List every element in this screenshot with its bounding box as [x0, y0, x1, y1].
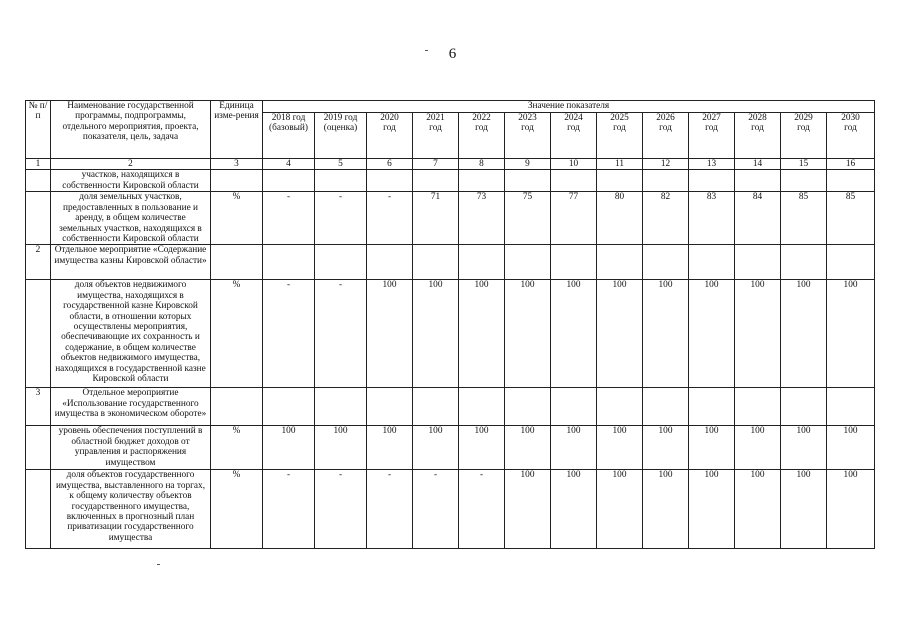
row-number	[26, 192, 51, 245]
row-unit: %	[211, 470, 263, 549]
header-year-line: (базовый)	[269, 123, 308, 134]
header-year	[551, 113, 597, 159]
row-value: 100	[781, 280, 827, 388]
row-value: -	[367, 192, 413, 245]
row-value: 100	[689, 470, 735, 549]
row-unit: %	[211, 192, 263, 245]
header-year	[689, 113, 735, 159]
header-year	[597, 113, 643, 159]
row-value: -	[315, 192, 367, 245]
header-year-line: год	[705, 123, 718, 134]
row-value	[459, 245, 505, 280]
scan-speck	[425, 50, 428, 51]
row-value: 100	[551, 280, 597, 388]
row-name: уровень обеспечения поступлений в областной бюджет доходов от управления и распоряжения имуществом	[51, 426, 211, 470]
header-year	[735, 113, 781, 159]
row-value	[413, 388, 459, 426]
row-value: 100	[459, 426, 505, 470]
row-value: 100	[505, 280, 551, 388]
row-value	[263, 245, 315, 280]
row-value: 100	[597, 426, 643, 470]
table-row	[26, 192, 875, 245]
header-year-line: 2018 год	[271, 113, 306, 123]
header-year	[643, 113, 689, 159]
column-number: 8	[459, 159, 505, 170]
row-value: -	[263, 470, 315, 549]
column-number: 5	[315, 159, 367, 170]
header-year	[827, 113, 875, 159]
row-value	[413, 170, 459, 192]
column-number: 3	[211, 159, 263, 170]
header-year-line: год	[844, 123, 857, 134]
row-value: 100	[781, 426, 827, 470]
row-value: 75	[505, 192, 551, 245]
page-number: 6	[448, 46, 457, 62]
row-value	[827, 388, 875, 426]
column-number: 1	[26, 159, 51, 170]
row-unit	[211, 388, 263, 426]
column-number: 16	[827, 159, 875, 170]
row-value	[643, 388, 689, 426]
header-year	[367, 113, 413, 159]
row-value: 100	[597, 280, 643, 388]
row-value	[263, 170, 315, 192]
row-value	[315, 245, 367, 280]
row-value: -	[263, 280, 315, 388]
row-value	[597, 245, 643, 280]
header-year-line: 2027	[702, 113, 721, 123]
indicator-table	[25, 100, 875, 549]
header-year-line: 2021	[426, 113, 445, 123]
header-year-line: 2019 год	[323, 113, 358, 123]
row-value	[505, 245, 551, 280]
row-value: -	[315, 470, 367, 549]
table-row	[26, 245, 875, 280]
row-value	[597, 170, 643, 192]
row-name: доля объектов государственного имущества, выставленного на торгах, к общему количеству объектов государственного имущества, включенных в прогнозный план приватизации государственного имущества	[51, 470, 211, 549]
column-number: 15	[781, 159, 827, 170]
header-year-line: (оценка)	[323, 123, 358, 134]
header-year-line: год	[429, 123, 442, 134]
row-value	[781, 170, 827, 192]
row-value	[735, 170, 781, 192]
header-year-line: год	[659, 123, 672, 134]
header-year-line: год	[613, 123, 626, 134]
column-number: 6	[367, 159, 413, 170]
header-year	[505, 113, 551, 159]
row-value: 100	[367, 280, 413, 388]
row-value	[459, 388, 505, 426]
row-value: 100	[551, 470, 597, 549]
header-year	[413, 113, 459, 159]
header-year-line: год	[567, 123, 580, 134]
row-value: 84	[735, 192, 781, 245]
row-value: 100	[459, 280, 505, 388]
row-value: 100	[643, 280, 689, 388]
row-value	[505, 388, 551, 426]
header-year-line: год	[521, 123, 534, 134]
row-value: 100	[413, 280, 459, 388]
row-number: 2	[26, 245, 51, 280]
row-value	[315, 170, 367, 192]
row-value	[689, 245, 735, 280]
header-year-line: 2024	[564, 113, 583, 123]
column-number: 7	[413, 159, 459, 170]
row-value: 100	[597, 470, 643, 549]
row-unit: %	[211, 426, 263, 470]
header-year	[459, 113, 505, 159]
row-value: 100	[827, 426, 875, 470]
row-value: 71	[413, 192, 459, 245]
header-year-line: год	[475, 123, 488, 134]
row-name: доля земельных участков, предоставленных в пользование и аренду, в общем количестве земельных участков, находящихся в собственности Кировской области	[51, 192, 211, 245]
header-year-line: 2022	[472, 113, 491, 123]
row-number	[26, 280, 51, 388]
header-year-line: год	[797, 123, 810, 134]
row-value	[367, 170, 413, 192]
row-value: 100	[689, 280, 735, 388]
header-unit: Единица изме-рения	[211, 101, 263, 159]
row-value: -	[263, 192, 315, 245]
column-number: 10	[551, 159, 597, 170]
header-year-line: год	[383, 123, 396, 134]
row-number	[26, 170, 51, 192]
scan-speck	[157, 564, 160, 565]
row-value: 73	[459, 192, 505, 245]
row-value	[735, 245, 781, 280]
column-number: 11	[597, 159, 643, 170]
row-value	[551, 170, 597, 192]
row-value: 85	[781, 192, 827, 245]
header-year-line: год	[751, 123, 764, 134]
row-value	[505, 170, 551, 192]
row-value	[367, 245, 413, 280]
row-value: 83	[689, 192, 735, 245]
row-value: 100	[367, 426, 413, 470]
row-value: 100	[827, 280, 875, 388]
row-value	[413, 245, 459, 280]
row-value: -	[367, 470, 413, 549]
row-value: 100	[315, 426, 367, 470]
row-value: 100	[735, 280, 781, 388]
table-row	[26, 426, 875, 470]
row-value: 82	[643, 192, 689, 245]
column-number: 9	[505, 159, 551, 170]
row-value	[827, 170, 875, 192]
row-value: 100	[689, 426, 735, 470]
header-year-line: 2026	[656, 113, 675, 123]
header-year	[263, 113, 315, 159]
row-value	[551, 245, 597, 280]
header-year	[315, 113, 367, 159]
row-value	[315, 388, 367, 426]
header-year	[781, 113, 827, 159]
row-value: 100	[643, 426, 689, 470]
row-value	[263, 388, 315, 426]
row-value	[689, 388, 735, 426]
row-number	[26, 426, 51, 470]
row-name: участков, находящихся в собственности Кировской области	[51, 170, 211, 192]
row-name: Отдельное мероприятие «Содержание имущества казны Кировской области»	[51, 245, 211, 280]
row-value	[827, 245, 875, 280]
row-value: 77	[551, 192, 597, 245]
row-number: 3	[26, 388, 51, 426]
row-name: доля объектов недвижимого имущества, находящихся в государственной казне Кировской области, в отношении которых осуществлены мероприятия, обеспечивающие их сохранность и содержание, в общем количестве объектов недвижимого имущества, находящихся в государственной казне Кировской области	[51, 280, 211, 388]
header-name: Наименование государственной программы, подпрограммы, отдельного мероприятия, проекта, показателя, цель, задача	[51, 101, 211, 159]
row-number	[26, 470, 51, 549]
header-year-line: 2025	[610, 113, 629, 123]
row-value: -	[459, 470, 505, 549]
header-year-line: 2020	[380, 113, 399, 123]
row-value: 100	[781, 470, 827, 549]
row-value	[459, 170, 505, 192]
row-unit: %	[211, 280, 263, 388]
row-value: 100	[263, 426, 315, 470]
row-value: 100	[735, 470, 781, 549]
row-value: 100	[643, 470, 689, 549]
row-unit	[211, 170, 263, 192]
row-value: 80	[597, 192, 643, 245]
table-row	[26, 470, 875, 549]
row-value	[367, 388, 413, 426]
column-number: 14	[735, 159, 781, 170]
row-value: 100	[413, 426, 459, 470]
table-row	[26, 280, 875, 388]
row-unit	[211, 245, 263, 280]
table-row	[26, 170, 875, 192]
row-value: 100	[505, 426, 551, 470]
column-number: 2	[51, 159, 211, 170]
row-value	[643, 245, 689, 280]
table-row	[26, 388, 875, 426]
row-value	[689, 170, 735, 192]
row-value	[597, 388, 643, 426]
row-value: -	[315, 280, 367, 388]
row-value: 100	[505, 470, 551, 549]
row-value: 85	[827, 192, 875, 245]
row-value: 100	[735, 426, 781, 470]
row-value: 100	[551, 426, 597, 470]
header-year-line: 2023	[518, 113, 537, 123]
header-value-group: Значение показателя	[263, 101, 875, 113]
header-year-line: 2028	[748, 113, 767, 123]
header-year-line: 2030	[841, 113, 860, 123]
row-value	[551, 388, 597, 426]
row-value: -	[413, 470, 459, 549]
header-no: № п/п	[26, 101, 51, 159]
column-number: 4	[263, 159, 315, 170]
header-year-line: 2029	[794, 113, 813, 123]
row-name: Отдельное мероприятие «Использование государственного имущества в экономическом обороте»	[51, 388, 211, 426]
row-value: 100	[827, 470, 875, 549]
column-number: 13	[689, 159, 735, 170]
row-value	[781, 245, 827, 280]
row-value	[735, 388, 781, 426]
row-value	[643, 170, 689, 192]
column-number: 12	[643, 159, 689, 170]
row-value	[781, 388, 827, 426]
